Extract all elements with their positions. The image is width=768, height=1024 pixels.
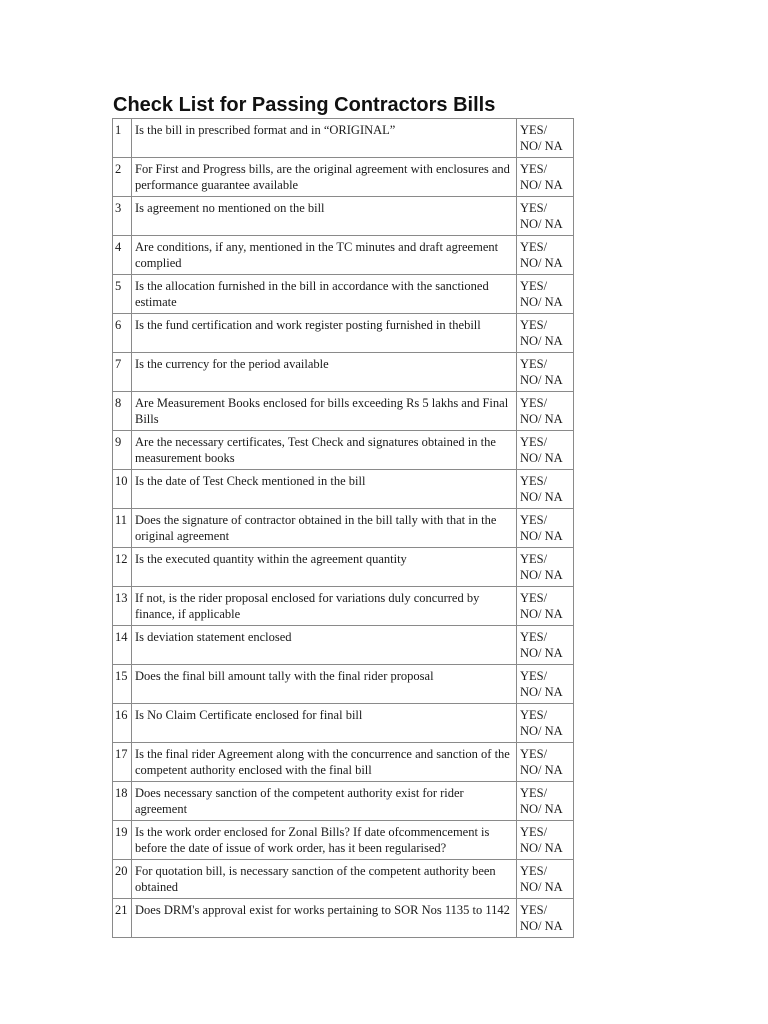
checklist-row (113, 509, 574, 548)
item-answer-options (517, 743, 574, 782)
item-number: 8 (113, 392, 132, 431)
item-answer-options (517, 704, 574, 743)
answer-option-yes: YES/ (520, 435, 548, 449)
answer-option-yes: YES/ (520, 318, 548, 332)
checklist-table (112, 118, 574, 938)
item-answer-options (517, 431, 574, 470)
item-number: 19 (113, 821, 132, 860)
item-question: Is the final rider Agreement along with the concurrence and sanction of the competent authority enclosed with the final bill (132, 743, 517, 782)
item-answer-options (517, 275, 574, 314)
answer-option-no-na: NO/ NA (520, 763, 563, 777)
answer-option-yes: YES/ (520, 279, 548, 293)
answer-option-yes: YES/ (520, 162, 548, 176)
checklist-row (113, 236, 574, 275)
answer-option-no-na: NO/ NA (520, 412, 563, 426)
item-answer-options (517, 587, 574, 626)
answer-option-yes: YES/ (520, 669, 548, 683)
item-number: 4 (113, 236, 132, 275)
answer-option-no-na: NO/ NA (520, 490, 563, 504)
item-question: Does the final bill amount tally with the final rider proposal (132, 665, 517, 704)
answer-option-yes: YES/ (520, 747, 548, 761)
item-question: Is the executed quantity within the agreement quantity (132, 548, 517, 587)
answer-option-yes: YES/ (520, 630, 548, 644)
item-question: Is the fund certification and work register posting furnished in thebill (132, 314, 517, 353)
checklist-row (113, 860, 574, 899)
item-number: 15 (113, 665, 132, 704)
item-question: Does necessary sanction of the competent authority exist for rider agreement (132, 782, 517, 821)
item-question: Are conditions, if any, mentioned in the TC minutes and draft agreement complied (132, 236, 517, 275)
item-number: 3 (113, 197, 132, 236)
item-answer-options (517, 665, 574, 704)
answer-option-no-na: NO/ NA (520, 685, 563, 699)
checklist-row (113, 821, 574, 860)
answer-option-no-na: NO/ NA (520, 139, 563, 153)
item-question: Is the bill in prescribed format and in “ORIGINAL” (132, 119, 517, 158)
checklist-row (113, 470, 574, 509)
answer-option-yes: YES/ (520, 123, 548, 137)
answer-option-no-na: NO/ NA (520, 841, 563, 855)
answer-option-yes: YES/ (520, 357, 548, 371)
item-number: 16 (113, 704, 132, 743)
item-answer-options (517, 860, 574, 899)
item-question: Is the currency for the period available (132, 353, 517, 392)
item-answer-options (517, 392, 574, 431)
item-answer-options (517, 158, 574, 197)
answer-option-yes: YES/ (520, 552, 548, 566)
item-question: Is the date of Test Check mentioned in the bill (132, 470, 517, 509)
checklist-row (113, 392, 574, 431)
item-number: 11 (113, 509, 132, 548)
item-number: 7 (113, 353, 132, 392)
item-question: For First and Progress bills, are the original agreement with enclosures and performance guarantee available (132, 158, 517, 197)
answer-option-yes: YES/ (520, 201, 548, 215)
answer-option-no-na: NO/ NA (520, 607, 563, 621)
checklist-row (113, 782, 574, 821)
item-number: 18 (113, 782, 132, 821)
answer-option-yes: YES/ (520, 903, 548, 917)
answer-option-no-na: NO/ NA (520, 373, 563, 387)
item-question: Is deviation statement enclosed (132, 626, 517, 665)
item-answer-options (517, 236, 574, 275)
checklist-body (113, 119, 574, 938)
answer-option-no-na: NO/ NA (520, 295, 563, 309)
item-question: Is the allocation furnished in the bill in accordance with the sanctioned estimate (132, 275, 517, 314)
checklist-row (113, 119, 574, 158)
item-question: Does the signature of contractor obtained in the bill tally with that in the original agreement (132, 509, 517, 548)
answer-option-yes: YES/ (520, 474, 548, 488)
checklist-row (113, 275, 574, 314)
item-question: Is agreement no mentioned on the bill (132, 197, 517, 236)
item-number: 12 (113, 548, 132, 587)
answer-option-yes: YES/ (520, 591, 548, 605)
item-number: 21 (113, 899, 132, 938)
checklist-row (113, 431, 574, 470)
item-number: 2 (113, 158, 132, 197)
checklist-row (113, 353, 574, 392)
answer-option-yes: YES/ (520, 708, 548, 722)
item-answer-options (517, 899, 574, 938)
answer-option-no-na: NO/ NA (520, 919, 563, 933)
answer-option-yes: YES/ (520, 825, 548, 839)
item-number: 13 (113, 587, 132, 626)
answer-option-no-na: NO/ NA (520, 646, 563, 660)
checklist-row (113, 587, 574, 626)
answer-option-yes: YES/ (520, 513, 548, 527)
item-answer-options (517, 197, 574, 236)
checklist-row (113, 704, 574, 743)
answer-option-no-na: NO/ NA (520, 529, 563, 543)
answer-option-no-na: NO/ NA (520, 568, 563, 582)
checklist-row (113, 899, 574, 938)
item-answer-options (517, 353, 574, 392)
answer-option-no-na: NO/ NA (520, 802, 563, 816)
item-question: Is No Claim Certificate enclosed for final bill (132, 704, 517, 743)
item-answer-options (517, 470, 574, 509)
item-number: 9 (113, 431, 132, 470)
item-question: Is the work order enclosed for Zonal Bills? If date ofcommencement is before the date of issue of work order, has it been regularised? (132, 821, 517, 860)
checklist-row (113, 158, 574, 197)
item-answer-options (517, 548, 574, 587)
page-title: Check List for Passing Contractors Bills (113, 94, 496, 116)
checklist-row (113, 314, 574, 353)
item-number: 14 (113, 626, 132, 665)
item-number: 6 (113, 314, 132, 353)
answer-option-yes: YES/ (520, 396, 548, 410)
answer-option-yes: YES/ (520, 240, 548, 254)
item-question: Are the necessary certificates, Test Check and signatures obtained in the measurement books (132, 431, 517, 470)
item-number: 1 (113, 119, 132, 158)
item-question: For quotation bill, is necessary sanction of the competent authority been obtained (132, 860, 517, 899)
answer-option-yes: YES/ (520, 864, 548, 878)
checklist-row (113, 743, 574, 782)
item-number: 20 (113, 860, 132, 899)
answer-option-no-na: NO/ NA (520, 256, 563, 270)
item-question: Are Measurement Books enclosed for bills exceeding Rs 5 lakhs and Final Bills (132, 392, 517, 431)
answer-option-no-na: NO/ NA (520, 451, 563, 465)
item-question: If not, is the rider proposal enclosed for variations duly concurred by finance, if applicable (132, 587, 517, 626)
checklist-row (113, 626, 574, 665)
item-number: 17 (113, 743, 132, 782)
item-answer-options (517, 119, 574, 158)
item-number: 10 (113, 470, 132, 509)
checklist-row (113, 665, 574, 704)
item-answer-options (517, 821, 574, 860)
answer-option-no-na: NO/ NA (520, 880, 563, 894)
item-answer-options (517, 626, 574, 665)
item-answer-options (517, 314, 574, 353)
checklist-row (113, 548, 574, 587)
answer-option-no-na: NO/ NA (520, 178, 563, 192)
item-answer-options (517, 509, 574, 548)
answer-option-no-na: NO/ NA (520, 724, 563, 738)
checklist-row (113, 197, 574, 236)
answer-option-yes: YES/ (520, 786, 548, 800)
answer-option-no-na: NO/ NA (520, 217, 563, 231)
item-question: Does DRM's approval exist for works pertaining to SOR Nos 1135 to 1142 (132, 899, 517, 938)
item-answer-options (517, 782, 574, 821)
answer-option-no-na: NO/ NA (520, 334, 563, 348)
item-number: 5 (113, 275, 132, 314)
